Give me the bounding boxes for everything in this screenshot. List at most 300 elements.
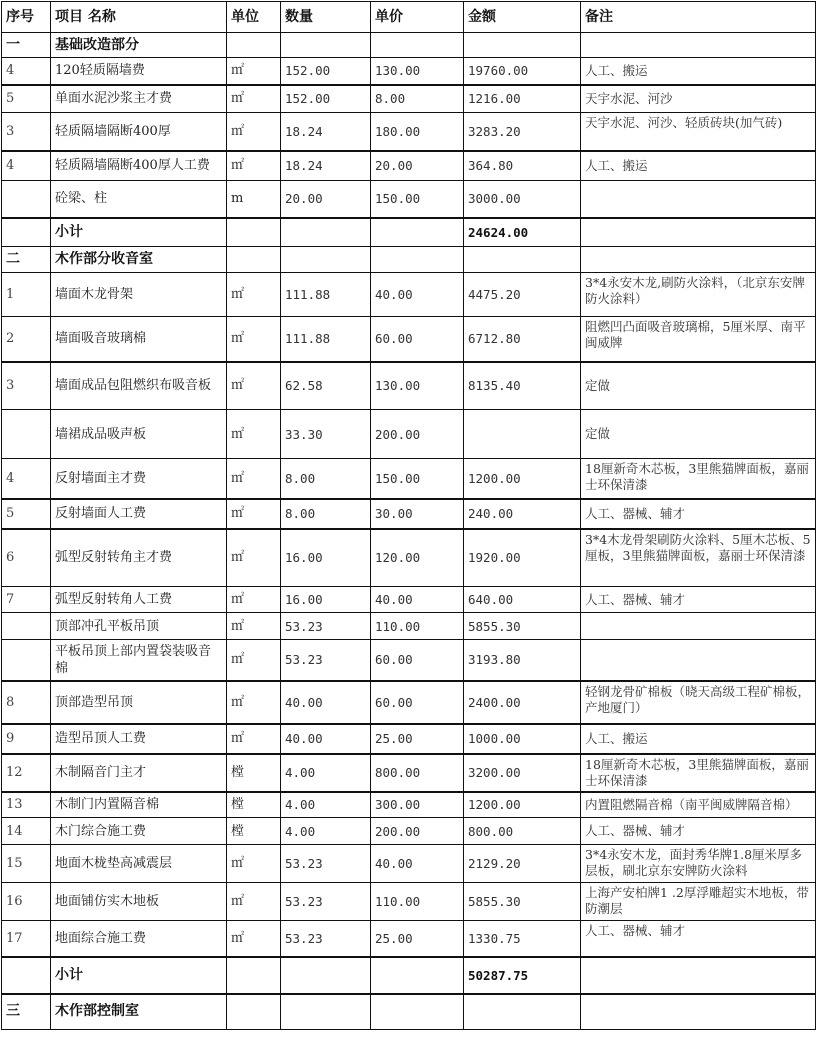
unit-price-cell <box>371 529 464 587</box>
seq-cell-text: 16 <box>6 894 23 909</box>
unit-price-cell-text: 40.00 <box>375 287 413 302</box>
seq-cell <box>2 724 51 754</box>
seq-cell <box>2 181 51 218</box>
quantity-cell-text: 4.00 <box>285 823 316 839</box>
unit-cell-text: ㎡ <box>231 506 245 521</box>
seq-cell <box>2 613 51 640</box>
unit-cell <box>227 587 281 613</box>
unit-price-cell <box>371 845 464 883</box>
item-name-cell <box>51 921 227 957</box>
amount-cell <box>464 410 581 459</box>
seq-cell-text: 14 <box>6 823 23 839</box>
section-row <box>2 33 816 58</box>
item-name-cell-text: 木作部控制室 <box>55 1003 139 1020</box>
unit-price-cell-text: 150.00 <box>375 191 421 207</box>
quantity-cell <box>281 499 371 529</box>
unit-price-cell <box>371 792 464 818</box>
amount-cell <box>464 818 581 845</box>
quantity-cell <box>281 317 371 362</box>
table-row <box>2 613 816 640</box>
quantity-cell-text: 152.00 <box>285 63 331 79</box>
unit-cell <box>227 410 281 459</box>
item-name-cell-text: 墙面吸音玻璃棉 <box>55 331 147 347</box>
quantity-cell <box>281 681 371 724</box>
table-row <box>2 529 816 587</box>
unit-price-cell-text: 200.00 <box>375 823 421 839</box>
section-row <box>2 247 816 273</box>
table-row <box>2 883 816 921</box>
remarks-cell <box>581 529 816 587</box>
remarks-cell-text: 轻钢龙骨矿棉板（晓天高级工程矿棉板，产地厦门） <box>585 683 811 715</box>
quantity-cell <box>281 921 371 957</box>
quantity-cell-text: 53.23 <box>285 652 323 668</box>
quantity-cell <box>281 33 371 58</box>
remarks-cell-text: 3*4永安木龙，面封秀华牌1.8厘米厚多层板，刷北京东安牌防火涂料 <box>585 847 803 878</box>
amount-cell-text: 2400.00 <box>468 694 521 710</box>
remarks-cell-text: 天宇水泥、河沙 <box>585 90 673 106</box>
amount-cell <box>464 85 581 113</box>
remarks-cell <box>581 754 816 792</box>
remarks-cell-text: 阻燃凹凸面吸音玻璃棉，5厘米厚、南平闽威牌 <box>585 319 806 350</box>
remarks-cell-text: 人工、搬运 <box>585 62 648 78</box>
quantity-cell <box>281 58 371 85</box>
unit-cell <box>227 151 281 181</box>
unit-cell-text: ㎡ <box>231 470 245 486</box>
table-row <box>2 85 816 113</box>
table-row <box>2 724 816 754</box>
unit-cell <box>227 273 281 317</box>
table-row <box>2 317 816 362</box>
amount-cell <box>464 499 581 529</box>
seq-cell <box>2 640 51 681</box>
remarks-cell <box>581 151 816 181</box>
unit-cell <box>227 994 281 1030</box>
quantity-cell <box>281 410 371 459</box>
header-remarks: 备注 <box>581 2 816 33</box>
unit-cell-text: ㎡ <box>231 694 245 710</box>
unit-price-cell <box>371 410 464 459</box>
amount-cell-text: 3000.00 <box>468 191 521 207</box>
seq-cell-text: 4 <box>6 63 15 79</box>
unit-price-cell-text: 130.00 <box>375 378 421 394</box>
unit-cell-text: ㎡ <box>231 63 245 79</box>
unit-price-cell-text: 120.00 <box>375 550 421 566</box>
unit-price-cell <box>371 587 464 613</box>
item-name-cell-text: 顶部造型吊顶 <box>55 694 134 710</box>
item-name-cell-text: 弧型反射转角主才费 <box>55 550 173 566</box>
unit-price-cell <box>371 85 464 113</box>
quantity-cell-text: 152.00 <box>285 91 331 107</box>
seq-cell <box>2 529 51 587</box>
unit-price-cell <box>371 181 464 218</box>
seq-cell <box>2 587 51 613</box>
item-name-cell-text: 砼梁、柱 <box>55 191 108 207</box>
remarks-cell-text: 3*4木龙骨架刷防火涂料、5厘木芯板、5厘板，3里熊猫牌面板，嘉丽士环保清漆 <box>585 531 811 563</box>
unit-cell-text: ㎡ <box>231 894 245 909</box>
item-name-cell-text: 地面木栊垫高减震层 <box>55 856 173 871</box>
item-name-cell-text: 顶部冲孔平板吊顶 <box>55 618 160 634</box>
unit-cell-text: ㎡ <box>231 856 245 871</box>
quantity-cell <box>281 113 371 151</box>
remarks-cell <box>581 410 816 459</box>
remarks-cell-text: 人工、器械、辅才 <box>585 923 686 938</box>
item-name-cell <box>51 957 227 994</box>
remarks-cell <box>581 247 816 273</box>
table-row <box>2 459 816 499</box>
header-row <box>2 2 816 33</box>
unit-price-cell-text: 60.00 <box>375 694 413 710</box>
quantity-cell <box>281 957 371 994</box>
seq-cell <box>2 85 51 113</box>
amount-cell-text: 3193.80 <box>468 652 521 668</box>
unit-cell <box>227 85 281 113</box>
seq-cell-text: 12 <box>6 765 23 780</box>
remarks-cell <box>581 113 816 151</box>
unit-price-cell <box>371 499 464 529</box>
seq-cell <box>2 459 51 499</box>
item-name-cell-text: 反射墙面人工费 <box>55 506 147 521</box>
item-name-cell-text: 单面水泥沙浆主才费 <box>55 91 173 107</box>
unit-cell <box>227 792 281 818</box>
unit-cell <box>227 317 281 362</box>
unit-cell <box>227 181 281 218</box>
unit-cell-text: 樘 <box>231 797 245 813</box>
seq-cell-text: 5 <box>6 91 15 107</box>
remarks-cell-text: 人工、器械、辅才 <box>585 823 686 838</box>
unit-cell-text: ㎡ <box>231 158 245 174</box>
item-name-cell <box>51 181 227 218</box>
seq-cell <box>2 218 51 247</box>
table-row <box>2 845 816 883</box>
unit-cell <box>227 218 281 247</box>
amount-cell-text: 800.00 <box>468 823 514 839</box>
amount-cell <box>464 957 581 994</box>
unit-cell-text: ㎡ <box>231 378 245 394</box>
item-name-cell <box>51 459 227 499</box>
unit-price-cell <box>371 613 464 640</box>
amount-cell-text: 50287.75 <box>468 967 529 983</box>
unit-price-cell-text: 300.00 <box>375 797 421 813</box>
item-name-cell <box>51 883 227 921</box>
amount-cell <box>464 273 581 317</box>
unit-cell-text: m <box>231 191 244 207</box>
seq-cell-text: 二 <box>6 251 20 267</box>
amount-cell <box>464 529 581 587</box>
seq-cell <box>2 681 51 724</box>
remarks-cell <box>581 724 816 754</box>
unit-cell-text: ㎡ <box>231 592 245 607</box>
quantity-cell-text: 53.23 <box>285 930 323 946</box>
unit-price-cell-text: 180.00 <box>375 123 421 139</box>
amount-cell <box>464 362 581 410</box>
unit-cell-text: ㎡ <box>231 618 245 634</box>
item-name-cell <box>51 273 227 317</box>
unit-price-cell <box>371 218 464 247</box>
seq-cell <box>2 113 51 151</box>
amount-cell <box>464 921 581 957</box>
amount-cell <box>464 883 581 921</box>
amount-cell-text: 1216.00 <box>468 91 521 107</box>
item-name-cell <box>51 845 227 883</box>
unit-price-cell <box>371 362 464 410</box>
seq-cell <box>2 792 51 818</box>
quantity-cell <box>281 181 371 218</box>
quantity-cell <box>281 459 371 499</box>
quantity-cell <box>281 247 371 273</box>
unit-cell <box>227 499 281 529</box>
unit-price-cell <box>371 33 464 58</box>
amount-cell <box>464 33 581 58</box>
table-row <box>2 113 816 151</box>
unit-cell-text: ㎡ <box>231 91 245 107</box>
remarks-cell <box>581 613 816 640</box>
amount-cell-text: 4475.20 <box>468 287 521 302</box>
section-row <box>2 994 816 1030</box>
unit-cell-text: ㎡ <box>231 426 245 442</box>
remarks-cell <box>581 640 816 681</box>
seq-cell <box>2 994 51 1030</box>
table-row <box>2 273 816 317</box>
seq-cell <box>2 845 51 883</box>
unit-cell <box>227 681 281 724</box>
quantity-cell <box>281 85 371 113</box>
seq-cell-text: 17 <box>6 930 23 946</box>
remarks-cell-text: 人工、器械、辅才 <box>585 505 686 521</box>
unit-cell <box>227 921 281 957</box>
unit-price-cell-text: 150.00 <box>375 470 421 486</box>
unit-cell <box>227 818 281 845</box>
unit-price-cell <box>371 58 464 85</box>
remarks-cell <box>581 317 816 362</box>
seq-cell-text: 3 <box>6 378 15 394</box>
table-body <box>2 33 816 1030</box>
quantity-cell <box>281 818 371 845</box>
quantity-cell-text: 40.00 <box>285 731 323 746</box>
item-name-cell <box>51 681 227 724</box>
unit-cell <box>227 529 281 587</box>
seq-cell-text: 一 <box>6 36 20 53</box>
header-unit: 单位 <box>227 2 281 33</box>
unit-price-cell-text: 20.00 <box>375 158 413 174</box>
item-name-cell-text: 木门综合施工费 <box>55 823 147 839</box>
item-name-cell <box>51 587 227 613</box>
remarks-cell <box>581 681 816 724</box>
unit-price-cell <box>371 317 464 362</box>
unit-cell-text: ㎡ <box>231 652 245 668</box>
remarks-cell-text: 3*4永安木龙,刷防火涂料，（北京东安牌防火涂料） <box>585 275 805 306</box>
remarks-cell <box>581 85 816 113</box>
item-name-cell-text: 平板吊顶上部内置袋装吸音棉 <box>55 643 212 676</box>
item-name-cell <box>51 724 227 754</box>
unit-cell <box>227 754 281 792</box>
item-name-cell <box>51 58 227 85</box>
seq-cell-text: 1 <box>6 287 15 302</box>
seq-cell-text: 15 <box>6 856 23 871</box>
amount-cell <box>464 724 581 754</box>
quantity-cell <box>281 218 371 247</box>
item-name-cell <box>51 499 227 529</box>
item-name-cell <box>51 613 227 640</box>
unit-price-cell-text: 110.00 <box>375 894 421 909</box>
amount-cell-text: 364.80 <box>468 158 514 174</box>
unit-price-cell <box>371 724 464 754</box>
item-name-cell-text: 墙裙成品吸声板 <box>55 426 147 442</box>
subtotal-row <box>2 218 816 247</box>
unit-cell <box>227 33 281 58</box>
amount-cell <box>464 218 581 247</box>
item-name-cell <box>51 640 227 681</box>
amount-cell <box>464 754 581 792</box>
quantity-cell-text: 62.58 <box>285 378 323 394</box>
unit-cell-text: 樘 <box>231 765 245 780</box>
seq-cell <box>2 410 51 459</box>
item-name-cell-text: 反射墙面主才费 <box>55 470 147 486</box>
remarks-cell <box>581 883 816 921</box>
amount-cell-text: 1200.00 <box>468 797 521 813</box>
item-name-cell-text: 造型吊顶人工费 <box>55 731 147 746</box>
amount-cell-text: 2129.20 <box>468 856 521 871</box>
unit-price-cell-text: 200.00 <box>375 426 421 442</box>
item-name-cell <box>51 113 227 151</box>
unit-price-cell-text: 130.00 <box>375 63 421 79</box>
item-name-cell <box>51 247 227 273</box>
item-name-cell-text: 墙面木龙骨架 <box>55 287 134 302</box>
seq-cell <box>2 273 51 317</box>
unit-price-cell <box>371 247 464 273</box>
table-row <box>2 640 816 681</box>
amount-cell <box>464 994 581 1030</box>
quantity-cell-text: 4.00 <box>285 797 316 813</box>
unit-cell <box>227 247 281 273</box>
amount-cell-text: 5855.30 <box>468 618 521 634</box>
unit-cell <box>227 640 281 681</box>
remarks-cell <box>581 792 816 818</box>
item-name-cell-text: 小计 <box>55 223 83 240</box>
quantity-cell-text: 53.23 <box>285 894 323 909</box>
item-name-cell-text: 弧型反射转角人工费 <box>55 592 173 607</box>
quantity-cell-text: 111.88 <box>285 287 331 302</box>
remarks-cell-text: 定做 <box>585 426 611 441</box>
unit-cell <box>227 957 281 994</box>
item-name-cell-text: 小计 <box>55 966 83 983</box>
amount-cell <box>464 587 581 613</box>
item-name-cell-text: 墙面成品包阻燃织布吸音板 <box>55 378 212 394</box>
seq-cell <box>2 499 51 529</box>
seq-cell <box>2 957 51 994</box>
quantity-cell <box>281 362 371 410</box>
unit-cell-text: ㎡ <box>231 930 245 946</box>
unit-cell <box>227 58 281 85</box>
item-name-cell <box>51 151 227 181</box>
table-row <box>2 362 816 410</box>
item-name-cell-text: 120轻质隔墙费 <box>55 63 145 79</box>
remarks-cell-text: 人工、搬运 <box>585 157 648 173</box>
seq-cell-text: 13 <box>6 797 23 813</box>
amount-cell-text: 1330.75 <box>468 930 521 946</box>
quantity-cell <box>281 724 371 754</box>
amount-cell <box>464 317 581 362</box>
amount-cell <box>464 640 581 681</box>
unit-price-cell <box>371 640 464 681</box>
seq-cell <box>2 317 51 362</box>
unit-price-cell <box>371 681 464 724</box>
quantity-cell-text: 33.30 <box>285 426 323 442</box>
amount-cell <box>464 58 581 85</box>
header-quantity: 数量 <box>281 2 371 33</box>
unit-price-cell-text: 8.00 <box>375 91 406 107</box>
remarks-cell-text: 18厘新奇木芯板，3里熊猫牌面板，嘉丽士环保清漆 <box>585 461 809 492</box>
quantity-cell <box>281 754 371 792</box>
unit-cell <box>227 724 281 754</box>
amount-cell-text: 240.00 <box>468 506 514 521</box>
remarks-cell-text: 人工、搬运 <box>585 730 648 746</box>
quantity-cell <box>281 273 371 317</box>
item-name-cell <box>51 85 227 113</box>
remarks-cell-text: 天宇水泥、河沙、轻质砖块(加气砖) <box>585 115 783 130</box>
remarks-cell-text: 18厘新奇木芯板，3里熊猫牌面板，嘉丽士环保清漆 <box>585 756 809 788</box>
table-row <box>2 58 816 85</box>
seq-cell-text: 8 <box>6 694 15 710</box>
item-name-cell <box>51 410 227 459</box>
table-row <box>2 181 816 218</box>
unit-cell-text: ㎡ <box>231 550 245 566</box>
remarks-cell <box>581 921 816 957</box>
remarks-cell <box>581 58 816 85</box>
amount-cell-text: 8135.40 <box>468 378 521 394</box>
unit-price-cell <box>371 957 464 994</box>
unit-price-cell-text: 25.00 <box>375 731 413 746</box>
unit-price-cell <box>371 459 464 499</box>
quantity-cell-text: 18.24 <box>285 158 323 174</box>
item-name-cell <box>51 317 227 362</box>
item-name-cell-text: 轻质隔墙隔断400厚人工费 <box>55 158 210 174</box>
amount-cell-text: 3200.00 <box>468 765 521 780</box>
seq-cell <box>2 151 51 181</box>
remarks-cell <box>581 499 816 529</box>
remarks-cell-text: 定做 <box>585 377 611 393</box>
seq-cell-text: 三 <box>6 1003 20 1020</box>
remarks-cell <box>581 587 816 613</box>
item-name-cell-text: 地面铺仿实木地板 <box>55 894 160 909</box>
quantity-cell-text: 111.88 <box>285 331 331 347</box>
seq-cell-text: 3 <box>6 123 15 139</box>
quantity-cell <box>281 845 371 883</box>
item-name-cell-text: 基础改造部分 <box>55 36 139 53</box>
remarks-cell <box>581 818 816 845</box>
table-row <box>2 151 816 181</box>
header-unit-price: 单价 <box>371 2 464 33</box>
quantity-cell <box>281 529 371 587</box>
item-name-cell <box>51 792 227 818</box>
remarks-cell <box>581 459 816 499</box>
remarks-cell-text: 上海产安柏牌1 .2厚浮雕超实木地板，带防潮层 <box>585 885 809 916</box>
unit-cell <box>227 459 281 499</box>
unit-price-cell <box>371 754 464 792</box>
seq-cell <box>2 362 51 410</box>
amount-cell-text: 3283.20 <box>468 123 521 139</box>
unit-cell <box>227 845 281 883</box>
item-name-cell <box>51 218 227 247</box>
unit-price-cell-text: 60.00 <box>375 652 413 668</box>
amount-cell <box>464 613 581 640</box>
unit-price-cell-text: 40.00 <box>375 856 413 871</box>
amount-cell-text: 640.00 <box>468 592 514 607</box>
unit-cell <box>227 883 281 921</box>
table-row <box>2 681 816 724</box>
item-name-cell <box>51 754 227 792</box>
remarks-cell <box>581 994 816 1030</box>
unit-price-cell <box>371 113 464 151</box>
